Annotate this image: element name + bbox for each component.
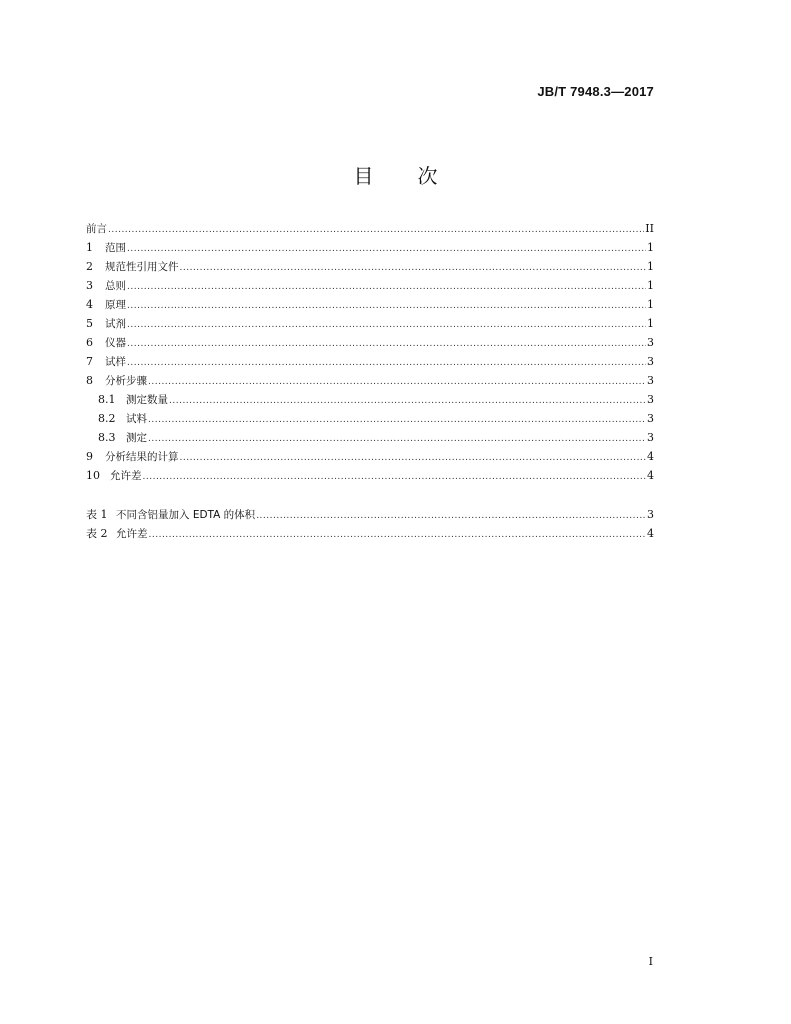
toc-entry-label: 分析结果的计算: [105, 451, 179, 463]
page-number: I: [648, 955, 653, 968]
toc-entry-num: 7: [86, 355, 93, 368]
toc-entry-label: 前言: [86, 223, 107, 235]
toc-entry-num: 6: [86, 336, 93, 349]
toc-entry-num: 8.1: [98, 393, 116, 406]
toc-entry-page: 1: [647, 298, 654, 311]
toc-entry-8-3[interactable]: [86, 428, 654, 447]
toc-entry-num: 8: [86, 374, 93, 387]
table-entry-page: 3: [647, 508, 654, 521]
toc-entry-num: 3: [86, 279, 93, 292]
toc-entry-page: 3: [647, 431, 654, 444]
toc-entry-label: 分析步骤: [105, 375, 147, 387]
toc-entry-page: 3: [647, 393, 654, 406]
toc-entry-page: 4: [647, 450, 654, 463]
toc-entry-6[interactable]: [86, 333, 654, 352]
toc-entry-page: 1: [647, 241, 654, 254]
toc-entry-num: 1: [86, 241, 93, 254]
toc-entry-label: 原理: [105, 299, 126, 311]
leader-dots: [127, 354, 646, 373]
toc-entry-page: 3: [647, 374, 654, 387]
leader-dots: [127, 278, 646, 297]
toc-entry-page: 1: [647, 260, 654, 273]
leader-dots: [127, 240, 646, 259]
toc-entry-label: 规范性引用文件: [105, 261, 179, 273]
leader-dots: [180, 259, 647, 278]
toc-entry-8[interactable]: [86, 371, 654, 390]
table-entry-page: 4: [647, 527, 654, 540]
toc-entry-label: 试样: [105, 356, 126, 368]
leader-dots: [148, 430, 646, 449]
toc-title-left: 目: [353, 164, 374, 188]
toc-list: [86, 219, 654, 485]
toc-entry-num: 5: [86, 317, 93, 330]
toc-entry-page: 3: [647, 336, 654, 349]
toc-entry-label: 测定数量: [126, 394, 168, 406]
standard-code: JB/T 7948.3—2017: [537, 84, 654, 99]
table-entry-2[interactable]: [86, 524, 654, 543]
leader-dots: [148, 411, 646, 430]
toc-entry-num: 8.3: [98, 431, 116, 444]
leader-dots: [143, 468, 647, 487]
toc-entry-label: 试剂: [105, 318, 126, 330]
toc-entry-label: 范围: [105, 242, 126, 254]
toc-entry-num: 10: [86, 469, 100, 482]
leader-dots: [256, 507, 646, 526]
toc-entry-2[interactable]: [86, 257, 654, 276]
toc-entry-4[interactable]: [86, 295, 654, 314]
toc-entry-page: 4: [647, 469, 654, 482]
table-entry-1[interactable]: [86, 505, 654, 524]
toc-entry-page: 1: [647, 317, 654, 330]
toc-title-right: 次: [417, 164, 438, 188]
toc-entry-foreword[interactable]: [86, 219, 654, 238]
toc-entry-label: 测定: [126, 432, 147, 444]
toc-entry-page: 3: [647, 355, 654, 368]
toc-entry-num: 9: [86, 450, 93, 463]
toc-entry-label: 仪器: [105, 337, 126, 349]
toc-entry-3[interactable]: [86, 276, 654, 295]
toc-entry-page: 1: [647, 279, 654, 292]
toc-entry-8-2[interactable]: [86, 409, 654, 428]
toc-entry-5[interactable]: [86, 314, 654, 333]
leader-dots: [108, 221, 644, 240]
leader-dots: [149, 526, 647, 545]
leader-dots: [127, 316, 646, 335]
toc-entry-label: 试料: [126, 413, 147, 425]
leader-dots: [127, 297, 646, 316]
table-entry-num: 表 1: [86, 508, 108, 521]
leader-dots: [148, 373, 646, 392]
table-entry-label: 允许差: [116, 528, 148, 540]
toc-entry-num: 4: [86, 298, 93, 311]
leader-dots: [180, 449, 647, 468]
toc-entry-label: 允许差: [110, 470, 142, 482]
toc-entry-9[interactable]: [86, 447, 654, 466]
leader-dots: [127, 335, 646, 354]
toc-entry-page: II: [645, 222, 654, 235]
toc-entry-7[interactable]: [86, 352, 654, 371]
toc-title: [0, 160, 791, 189]
table-entry-label: 不同含铝量加入 EDTA 的体积: [116, 509, 256, 521]
toc-entry-page: 3: [647, 412, 654, 425]
toc-entry-10[interactable]: [86, 466, 654, 485]
toc-entry-label: 总则: [105, 280, 126, 292]
table-entry-num: 表 2: [86, 527, 108, 540]
toc-entry-1[interactable]: [86, 238, 654, 257]
toc-entry-8-1[interactable]: [86, 390, 654, 409]
toc-entry-num: 2: [86, 260, 93, 273]
toc-entry-num: 8.2: [98, 412, 116, 425]
table-list: [86, 505, 654, 543]
leader-dots: [169, 392, 646, 411]
